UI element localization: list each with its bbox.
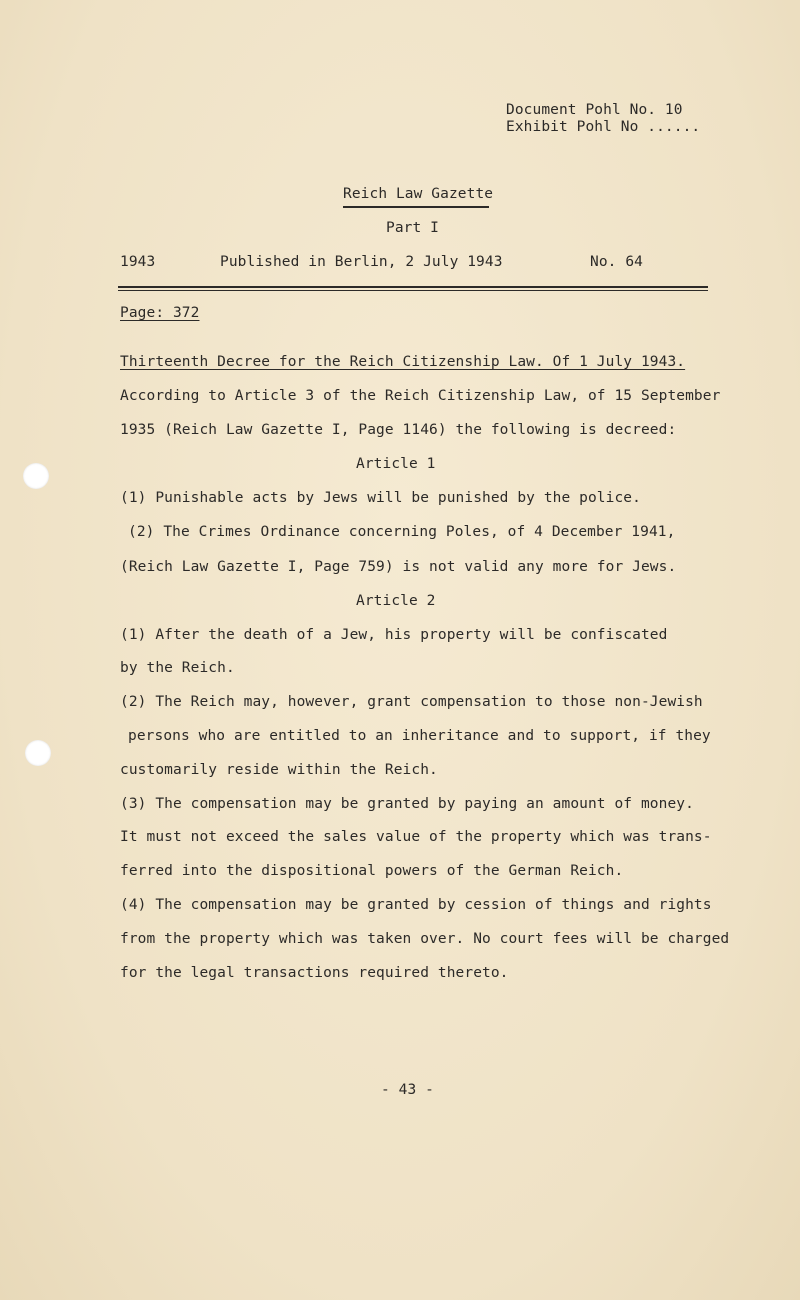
- page-number: - 43 -: [381, 1082, 434, 1098]
- article-2-paragraph-4: for the legal transactions required thereto.: [120, 965, 509, 981]
- article-1-heading: Article 1: [356, 456, 436, 472]
- gazette-number: No. 64: [590, 254, 643, 270]
- article-1-paragraph-2: (2) The Crimes Ordinance concerning Poles, of 4 December 1941,: [128, 524, 676, 540]
- article-2-paragraph-2: customarily reside within the Reich.: [120, 762, 438, 778]
- article-2-paragraph-3: ferred into the dispositional powers of the German Reich.: [120, 863, 624, 879]
- preamble-line: 1935 (Reich Law Gazette I, Page 1146) the following is decreed:: [120, 422, 677, 438]
- article-2-paragraph-2: (2) The Reich may, however, grant compensation to those non-Jewish: [120, 694, 703, 710]
- article-2-paragraph-4: (4) The compensation may be granted by cession of things and rights: [120, 897, 712, 913]
- punch-hole-top: [23, 463, 49, 489]
- article-2-paragraph-1: (1) After the death of a Jew, his property will be confiscated: [120, 627, 668, 643]
- article-2-paragraph-2: persons who are entitled to an inheritance and to support, if they: [128, 728, 711, 744]
- header-rule-bottom: [118, 290, 708, 291]
- article-2-paragraph-4: from the property which was taken over. No court fees will be charged: [120, 931, 730, 947]
- article-2-paragraph-3: It must not exceed the sales value of the property which was trans-: [120, 829, 712, 845]
- article-1-paragraph-1: (1) Punishable acts by Jews will be punished by the police.: [120, 490, 641, 506]
- gazette-published: Published in Berlin, 2 July 1943: [220, 254, 503, 270]
- article-1-paragraph-2: (Reich Law Gazette I, Page 759) is not valid any more for Jews.: [120, 559, 677, 575]
- punch-hole-bottom: [25, 740, 51, 766]
- article-2-heading: Article 2: [356, 593, 436, 609]
- gazette-year: 1943: [120, 254, 156, 270]
- header-rule-top: [118, 286, 708, 288]
- article-2-paragraph-3: (3) The compensation may be granted by paying an amount of money.: [120, 796, 694, 812]
- article-2-paragraph-1: by the Reich.: [120, 660, 235, 676]
- document-reference: Document Pohl No. 10: [506, 102, 683, 118]
- preamble-line: According to Article 3 of the Reich Citizenship Law, of 15 September: [120, 388, 721, 404]
- gazette-title-underline: [343, 206, 489, 208]
- gazette-title: Reich Law Gazette: [343, 186, 494, 202]
- page-reference: Page: 372: [120, 305, 200, 321]
- gazette-part: Part I: [386, 220, 439, 236]
- exhibit-reference: Exhibit Pohl No ......: [506, 119, 701, 135]
- decree-title: Thirteenth Decree for the Reich Citizenship Law. Of 1 July 1943.: [120, 354, 686, 370]
